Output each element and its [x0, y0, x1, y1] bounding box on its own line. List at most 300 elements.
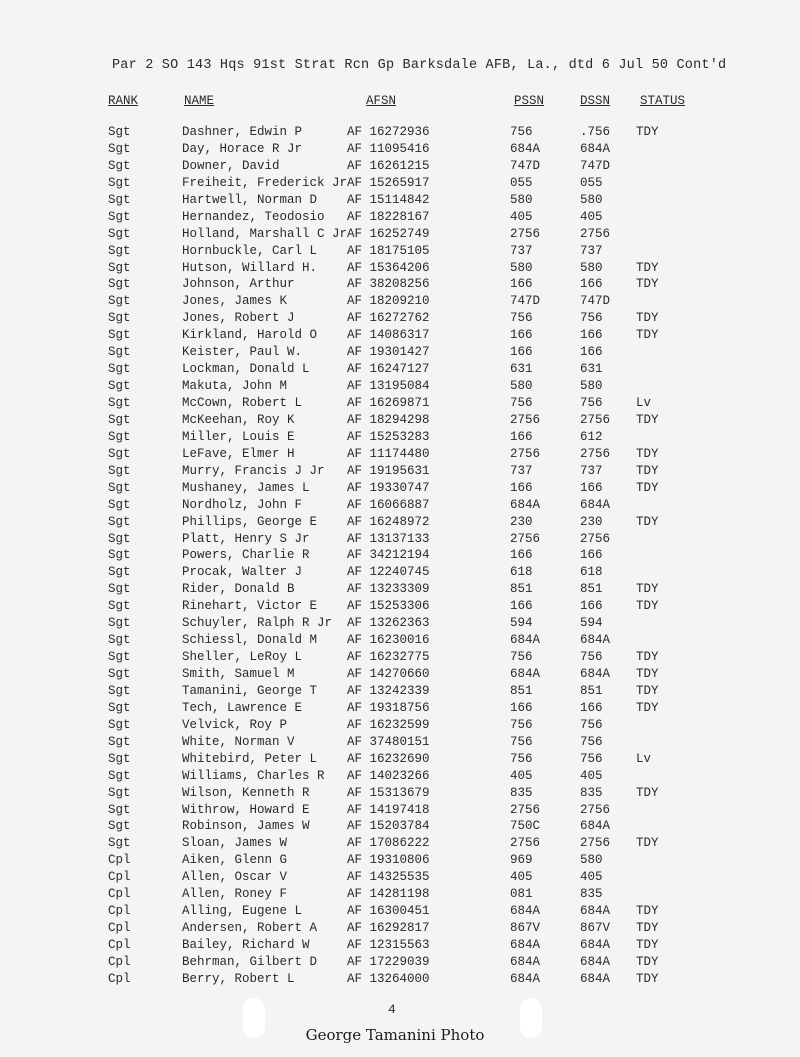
- cell-rank: Sgt: [108, 328, 131, 343]
- cell-dssn: 835: [580, 887, 603, 902]
- cell-name: Tamanini, George T: [182, 683, 318, 698]
- table-row: [0, 193, 800, 210]
- cell-name: White, Norman V: [182, 734, 295, 749]
- table-row: [0, 379, 800, 396]
- cell-dssn: 684A: [580, 938, 611, 952]
- cell-dssn: 737: [580, 243, 603, 258]
- cell-dssn: 2756: [580, 446, 611, 461]
- cell-rank: Cpl: [108, 887, 131, 902]
- table-row: [0, 210, 800, 227]
- cell-name: Behrman, Gilbert D: [182, 954, 318, 969]
- cell-dssn: 612: [580, 429, 603, 444]
- cell-name: Withrow, Howard E: [182, 802, 310, 817]
- cell-afsn: AF 11174480: [347, 446, 430, 461]
- table-row: [0, 362, 800, 379]
- personnel-roster: [0, 125, 800, 989]
- cell-dssn: 618: [580, 565, 603, 580]
- cell-status: TDY: [636, 446, 659, 461]
- cell-pssn: 851: [510, 683, 533, 698]
- cell-dssn: 166: [580, 599, 603, 614]
- cell-pssn: 2756: [510, 226, 541, 241]
- table-row: [0, 142, 800, 159]
- cell-status: TDY: [636, 667, 659, 681]
- cell-name: Murry, Francis J Jr: [182, 463, 325, 478]
- cell-afsn: AF 12240745: [347, 565, 430, 580]
- cell-rank: Cpl: [108, 853, 131, 868]
- cell-dssn: 747D: [580, 158, 611, 173]
- cell-pssn: 166: [510, 599, 533, 614]
- table-row: [0, 938, 800, 955]
- table-row: [0, 345, 800, 362]
- cell-name: Alling, Eugene L: [182, 904, 303, 919]
- cell-pssn: 737: [510, 243, 533, 258]
- cell-pssn: 580: [510, 192, 533, 207]
- cell-pssn: 166: [510, 345, 533, 360]
- cell-dssn: .756: [580, 125, 611, 139]
- cell-pssn: 580: [510, 379, 533, 394]
- table-row: [0, 921, 800, 938]
- cell-dssn: 737: [580, 463, 603, 478]
- cell-name: Hartwell, Norman D: [182, 192, 318, 207]
- cell-pssn: 405: [510, 870, 533, 885]
- cell-dssn: 835: [580, 785, 603, 800]
- cell-rank: Sgt: [108, 531, 131, 546]
- table-row: [0, 633, 800, 650]
- table-row: [0, 853, 800, 870]
- cell-status: TDY: [636, 599, 659, 614]
- cell-rank: Sgt: [108, 582, 131, 597]
- cell-name: Procak, Walter J: [182, 565, 303, 580]
- column-header-status: STATUS: [640, 94, 686, 108]
- cell-name: Holland, Marshall C Jr: [182, 226, 348, 241]
- cell-dssn: 405: [580, 768, 603, 783]
- table-row: [0, 565, 800, 582]
- table-row: [0, 498, 800, 515]
- cell-afsn: AF 13137133: [347, 531, 430, 546]
- cell-pssn: 594: [510, 616, 533, 631]
- cell-afsn: AF 38208256: [347, 277, 430, 292]
- cell-afsn: AF 37480151: [347, 734, 430, 749]
- cell-dssn: 405: [580, 870, 603, 885]
- cell-pssn: 756: [510, 734, 533, 749]
- table-row: [0, 718, 800, 735]
- table-row: [0, 955, 800, 972]
- cell-status: TDY: [636, 480, 659, 495]
- cell-pssn: 166: [510, 548, 533, 563]
- cell-status: TDY: [636, 971, 659, 986]
- cell-dssn: 580: [580, 260, 603, 275]
- table-row: [0, 769, 800, 786]
- cell-dssn: 166: [580, 345, 603, 360]
- cell-status: TDY: [636, 683, 659, 698]
- column-header-rank: RANK: [108, 94, 139, 108]
- cell-afsn: AF 16230016: [347, 633, 430, 648]
- cell-dssn: 2756: [580, 412, 611, 427]
- cell-afsn: AF 16247127: [347, 362, 430, 377]
- cell-afsn: AF 15253283: [347, 429, 430, 444]
- cell-rank: Sgt: [108, 548, 131, 563]
- table-row: [0, 735, 800, 752]
- cell-dssn: 851: [580, 683, 603, 698]
- cell-rank: Sgt: [108, 379, 131, 394]
- table-row: [0, 650, 800, 667]
- cell-afsn: AF 19195631: [347, 463, 430, 478]
- cell-pssn: 684A: [510, 633, 541, 648]
- table-row: [0, 311, 800, 328]
- cell-pssn: 756: [510, 717, 533, 732]
- table-row: [0, 261, 800, 278]
- cell-name: Jones, James K: [182, 294, 288, 309]
- table-row: [0, 227, 800, 244]
- cell-afsn: AF 19330747: [347, 480, 430, 495]
- cell-rank: Sgt: [108, 683, 131, 698]
- cell-rank: Sgt: [108, 785, 131, 800]
- cell-dssn: 166: [580, 700, 603, 715]
- cell-status: TDY: [636, 650, 659, 665]
- cell-dssn: 756: [580, 396, 603, 410]
- cell-name: Andersen, Robert A: [182, 921, 318, 936]
- cell-name: Miller, Louis E: [182, 429, 295, 444]
- cell-rank: Sgt: [108, 412, 131, 427]
- cell-pssn: 405: [510, 209, 533, 224]
- cell-dssn: 756: [580, 734, 603, 749]
- cell-afsn: AF 15364206: [347, 260, 430, 275]
- cell-afsn: AF 13262363: [347, 616, 430, 631]
- cell-name: Nordholz, John F: [182, 497, 303, 512]
- cell-pssn: 166: [510, 328, 533, 343]
- cell-dssn: 756: [580, 751, 603, 766]
- cell-pssn: 166: [510, 429, 533, 444]
- cell-name: Williams, Charles R: [182, 768, 325, 783]
- cell-pssn: 747D: [510, 294, 541, 309]
- cell-rank: Sgt: [108, 294, 131, 309]
- cell-rank: Sgt: [108, 311, 131, 326]
- cell-rank: Sgt: [108, 836, 131, 851]
- cell-afsn: AF 19310806: [347, 853, 430, 868]
- cell-rank: Sgt: [108, 175, 131, 190]
- cell-pssn: 2756: [510, 446, 541, 461]
- cell-afsn: AF 15265917: [347, 175, 430, 190]
- table-row: [0, 447, 800, 464]
- table-row: [0, 396, 800, 413]
- cell-rank: Cpl: [108, 870, 131, 885]
- cell-dssn: 055: [580, 175, 603, 190]
- cell-dssn: 580: [580, 192, 603, 207]
- cell-status: Lv: [636, 396, 652, 410]
- cell-afsn: AF 13264000: [347, 971, 430, 986]
- table-row: [0, 159, 800, 176]
- cell-afsn: AF 13233309: [347, 582, 430, 597]
- cell-pssn: 2756: [510, 531, 541, 546]
- cell-rank: Sgt: [108, 616, 131, 631]
- cell-pssn: 684A: [510, 141, 541, 156]
- table-row: [0, 667, 800, 684]
- cell-status: TDY: [636, 700, 659, 715]
- cell-afsn: AF 13242339: [347, 683, 430, 698]
- cell-dssn: 756: [580, 311, 603, 326]
- cell-rank: Sgt: [108, 260, 131, 275]
- cell-pssn: 867V: [510, 921, 541, 936]
- cell-afsn: AF 19318756: [347, 700, 430, 715]
- cell-name: Dashner, Edwin P: [182, 125, 303, 139]
- cell-afsn: AF 14197418: [347, 802, 430, 817]
- cell-pssn: 756: [510, 751, 533, 766]
- cell-pssn: 835: [510, 785, 533, 800]
- table-row: [0, 870, 800, 887]
- cell-name: Allen, Oscar V: [182, 870, 288, 885]
- cell-afsn: AF 18175105: [347, 243, 430, 258]
- page-number: 4: [388, 1002, 396, 1017]
- table-row: [0, 904, 800, 921]
- cell-pssn: 618: [510, 565, 533, 580]
- table-row: [0, 786, 800, 803]
- cell-name: Lockman, Donald L: [182, 362, 310, 377]
- cell-name: Smith, Samuel M: [182, 667, 295, 681]
- cell-pssn: 230: [510, 514, 533, 529]
- table-row: [0, 701, 800, 718]
- cell-pssn: 055: [510, 175, 533, 190]
- cell-rank: Sgt: [108, 158, 131, 173]
- cell-name: Allen, Roney F: [182, 887, 288, 902]
- cell-rank: Sgt: [108, 396, 131, 410]
- cell-afsn: AF 16232690: [347, 751, 430, 766]
- cell-status: TDY: [636, 311, 659, 326]
- cell-afsn: AF 16272762: [347, 311, 430, 326]
- cell-dssn: 166: [580, 548, 603, 563]
- cell-name: Kirkland, Harold O: [182, 328, 318, 343]
- cell-rank: Sgt: [108, 565, 131, 580]
- table-row: [0, 819, 800, 836]
- table-row: [0, 532, 800, 549]
- cell-name: Aiken, Glenn G: [182, 853, 288, 868]
- cell-dssn: 166: [580, 328, 603, 343]
- cell-name: Mushaney, James L: [182, 480, 310, 495]
- column-header-dssn: DSSN: [580, 94, 611, 108]
- cell-name: LeFave, Elmer H: [182, 446, 295, 461]
- cell-afsn: AF 15313679: [347, 785, 430, 800]
- cell-name: Hernandez, Teodosio: [182, 209, 325, 224]
- cell-name: Johnson, Arthur: [182, 277, 295, 292]
- cell-dssn: 594: [580, 616, 603, 631]
- cell-rank: Sgt: [108, 429, 131, 444]
- cell-name: Jones, Robert J: [182, 311, 295, 326]
- cell-status: TDY: [636, 277, 659, 292]
- cell-afsn: AF 14270660: [347, 667, 430, 681]
- cell-afsn: AF 16232775: [347, 650, 430, 665]
- cell-rank: Cpl: [108, 954, 131, 969]
- cell-dssn: 166: [580, 480, 603, 495]
- cell-name: Rider, Donald B: [182, 582, 295, 597]
- table-row: [0, 548, 800, 565]
- cell-dssn: 580: [580, 853, 603, 868]
- cell-name: Schuyler, Ralph R Jr: [182, 616, 333, 631]
- cell-status: TDY: [636, 514, 659, 529]
- cell-pssn: 747D: [510, 158, 541, 173]
- table-row: [0, 464, 800, 481]
- cell-rank: Sgt: [108, 734, 131, 749]
- cell-status: Lv: [636, 751, 652, 766]
- table-row: [0, 328, 800, 345]
- cell-status: TDY: [636, 260, 659, 275]
- cell-afsn: AF 15114842: [347, 192, 430, 207]
- cell-pssn: 580: [510, 260, 533, 275]
- cell-dssn: 2756: [580, 802, 611, 817]
- cell-rank: Sgt: [108, 480, 131, 495]
- cell-afsn: AF 16248972: [347, 514, 430, 529]
- cell-name: Whitebird, Peter L: [182, 751, 318, 766]
- cell-afsn: AF 17229039: [347, 954, 430, 969]
- cell-afsn: AF 14086317: [347, 328, 430, 343]
- table-row: [0, 244, 800, 261]
- cell-name: Platt, Henry S Jr: [182, 531, 310, 546]
- cell-afsn: AF 18294298: [347, 412, 430, 427]
- cell-name: Keister, Paul W.: [182, 345, 303, 360]
- cell-name: Phillips, George E: [182, 514, 318, 529]
- table-row: [0, 277, 800, 294]
- cell-afsn: AF 16300451: [347, 904, 430, 919]
- cell-dssn: 684A: [580, 971, 611, 986]
- cell-dssn: 2756: [580, 226, 611, 241]
- cell-pssn: 684A: [510, 938, 541, 952]
- table-row: [0, 176, 800, 193]
- cell-dssn: 684A: [580, 141, 611, 156]
- cell-dssn: 230: [580, 514, 603, 529]
- table-row: [0, 836, 800, 853]
- cell-rank: Sgt: [108, 700, 131, 715]
- cell-dssn: 684A: [580, 954, 611, 969]
- cell-pssn: 684A: [510, 971, 541, 986]
- cell-rank: Sgt: [108, 650, 131, 665]
- cell-dssn: 166: [580, 277, 603, 292]
- cell-name: Rinehart, Victor E: [182, 599, 318, 614]
- cell-name: Wilson, Kenneth R: [182, 785, 310, 800]
- cell-afsn: AF 16272936: [347, 125, 430, 139]
- cell-status: TDY: [636, 412, 659, 427]
- cell-status: TDY: [636, 328, 659, 343]
- table-row: [0, 430, 800, 447]
- cell-dssn: 684A: [580, 904, 611, 919]
- cell-rank: Sgt: [108, 463, 131, 478]
- cell-rank: Sgt: [108, 277, 131, 292]
- cell-afsn: AF 14281198: [347, 887, 430, 902]
- cell-rank: Sgt: [108, 633, 131, 648]
- cell-rank: Sgt: [108, 125, 131, 139]
- cell-dssn: 684A: [580, 633, 611, 648]
- cell-afsn: AF 15253306: [347, 599, 430, 614]
- cell-name: Sheller, LeRoy L: [182, 650, 303, 665]
- cell-name: Hornbuckle, Carl L: [182, 243, 318, 258]
- cell-pssn: 2756: [510, 802, 541, 817]
- cell-rank: Cpl: [108, 971, 131, 986]
- cell-rank: Sgt: [108, 192, 131, 207]
- table-row: [0, 294, 800, 311]
- cell-afsn: AF 12315563: [347, 938, 430, 952]
- cell-name: Velvick, Roy P: [182, 717, 288, 732]
- cell-pssn: 756: [510, 311, 533, 326]
- cell-dssn: 580: [580, 379, 603, 394]
- cell-pssn: 081: [510, 887, 533, 902]
- cell-afsn: AF 18209210: [347, 294, 430, 309]
- cell-name: Freiheit, Frederick Jr: [182, 175, 348, 190]
- cell-afsn: AF 15203784: [347, 819, 430, 834]
- cell-afsn: AF 17086222: [347, 836, 430, 851]
- cell-rank: Sgt: [108, 209, 131, 224]
- cell-name: Bailey, Richard W: [182, 938, 310, 952]
- cell-name: Day, Horace R Jr: [182, 141, 303, 156]
- cell-status: TDY: [636, 836, 659, 851]
- cell-pssn: 756: [510, 650, 533, 665]
- table-row: [0, 599, 800, 616]
- cell-afsn: AF 13195084: [347, 379, 430, 394]
- cell-name: Hutson, Willard H.: [182, 260, 318, 275]
- document-header: Par 2 SO 143 Hqs 91st Strat Rcn Gp Barksdale AFB, La., dtd 6 Jul 50 Cont'd: [112, 58, 727, 73]
- table-row: [0, 481, 800, 498]
- table-row: [0, 413, 800, 430]
- cell-afsn: AF 16261215: [347, 158, 430, 173]
- cell-rank: Sgt: [108, 243, 131, 258]
- table-row: [0, 752, 800, 769]
- table-row: [0, 125, 800, 142]
- table-row: [0, 616, 800, 633]
- table-row: [0, 515, 800, 532]
- cell-afsn: AF 16232599: [347, 717, 430, 732]
- cell-dssn: 2756: [580, 836, 611, 851]
- cell-afsn: AF 16269871: [347, 396, 430, 410]
- cell-dssn: 2756: [580, 531, 611, 546]
- cell-status: TDY: [636, 463, 659, 478]
- cell-status: TDY: [636, 125, 659, 139]
- table-row: [0, 582, 800, 599]
- cell-pssn: 405: [510, 768, 533, 783]
- cell-afsn: AF 16066887: [347, 497, 430, 512]
- cell-status: TDY: [636, 582, 659, 597]
- cell-dssn: 756: [580, 717, 603, 732]
- cell-status: TDY: [636, 785, 659, 800]
- cell-status: TDY: [636, 938, 659, 952]
- cell-rank: Sgt: [108, 226, 131, 241]
- cell-pssn: 166: [510, 700, 533, 715]
- cell-name: Downer, David: [182, 158, 280, 173]
- cell-dssn: 756: [580, 650, 603, 665]
- cell-rank: Cpl: [108, 904, 131, 919]
- cell-name: Makuta, John M: [182, 379, 288, 394]
- cell-status: TDY: [636, 954, 659, 969]
- cell-pssn: 684A: [510, 954, 541, 969]
- cell-afsn: AF 34212194: [347, 548, 430, 563]
- cell-name: Robinson, James W: [182, 819, 310, 834]
- cell-rank: Sgt: [108, 497, 131, 512]
- cell-dssn: 851: [580, 582, 603, 597]
- cell-rank: Sgt: [108, 819, 131, 834]
- cell-status: TDY: [636, 904, 659, 919]
- cell-status: TDY: [636, 921, 659, 936]
- cell-name: McCown, Robert L: [182, 396, 303, 410]
- cell-pssn: 969: [510, 853, 533, 868]
- cell-rank: Cpl: [108, 921, 131, 936]
- cell-afsn: AF 11095416: [347, 141, 430, 156]
- cell-name: Powers, Charlie R: [182, 548, 310, 563]
- cell-dssn: 631: [580, 362, 603, 377]
- cell-pssn: 737: [510, 463, 533, 478]
- cell-pssn: 2756: [510, 836, 541, 851]
- table-row: [0, 684, 800, 701]
- table-row: [0, 887, 800, 904]
- cell-rank: Sgt: [108, 446, 131, 461]
- cell-afsn: AF 18228167: [347, 209, 430, 224]
- cell-afsn: AF 19301427: [347, 345, 430, 360]
- cell-rank: Sgt: [108, 514, 131, 529]
- cell-afsn: AF 14325535: [347, 870, 430, 885]
